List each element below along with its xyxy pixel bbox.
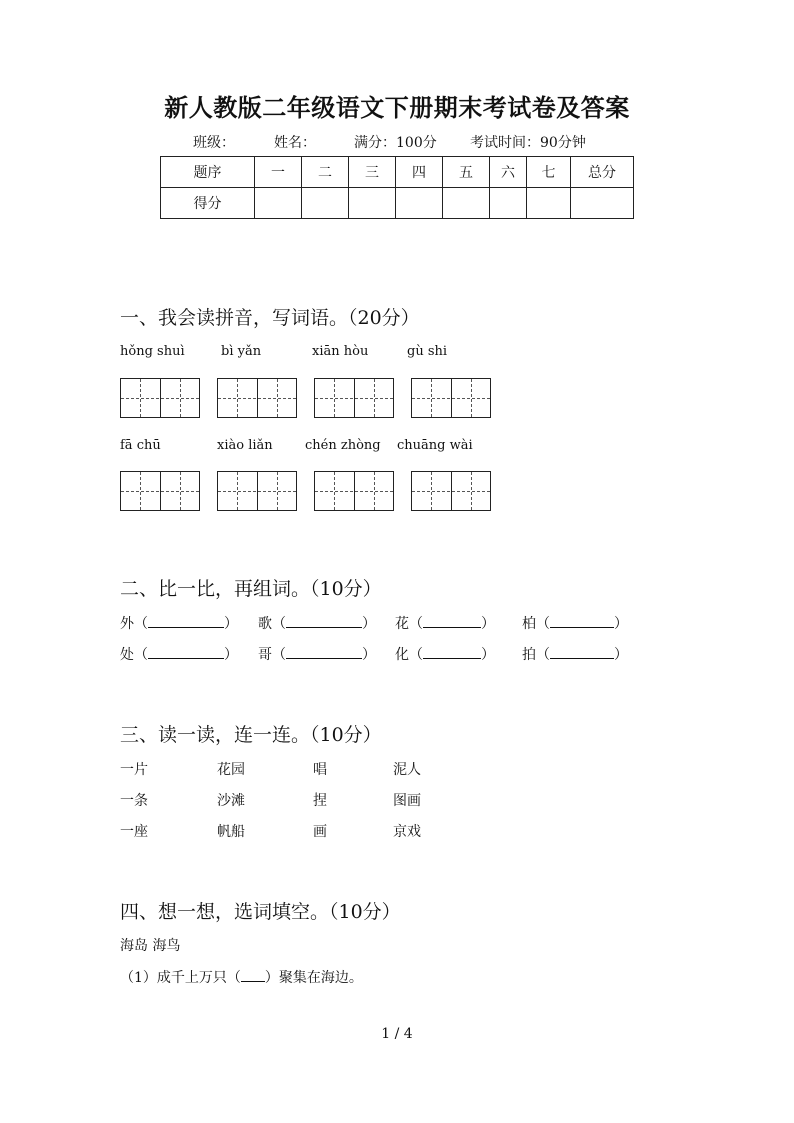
word-group-item: 哥（ ） <box>258 647 376 663</box>
word-group-item: 拍（ ） <box>522 647 628 663</box>
match-word[interactable]: 一座 <box>120 824 148 840</box>
pinyin-label: gù shi <box>407 344 448 359</box>
score-header-cell: 五 <box>443 157 490 188</box>
score-cell[interactable] <box>490 188 527 219</box>
page-title: 新人教版二年级语文下册期末考试卷及答案 <box>164 93 630 122</box>
match-word[interactable]: 京戏 <box>393 824 421 840</box>
word-group-item: 歌（ ） <box>258 616 376 632</box>
writing-grid[interactable] <box>217 471 297 511</box>
score-cell[interactable] <box>302 188 349 219</box>
score-cell[interactable] <box>527 188 571 219</box>
word-group-item: 柏（ ） <box>522 616 628 632</box>
answer-blank[interactable] <box>241 969 265 982</box>
answer-blank[interactable] <box>148 646 224 659</box>
full-score-label: 满分：100分 <box>354 135 437 151</box>
section2-title: 二、比一比，再组词。（10分） <box>120 578 382 600</box>
word-group-item: 花（ ） <box>395 616 495 632</box>
score-table <box>160 156 634 219</box>
match-word[interactable]: 唱 <box>313 762 327 778</box>
score-header-cell: 一 <box>255 157 302 188</box>
name-label: 姓名： <box>274 135 316 151</box>
match-word[interactable]: 图画 <box>393 793 421 809</box>
score-row-label: 得分 <box>161 188 255 219</box>
class-label: 班级： <box>193 135 235 151</box>
pinyin-label: fā chū <box>120 438 161 453</box>
score-table-score-row <box>161 188 634 219</box>
pinyin-label: chuāng wài <box>397 438 473 453</box>
writing-grid[interactable] <box>217 378 297 418</box>
match-word[interactable]: 捏 <box>313 793 327 809</box>
answer-blank[interactable] <box>423 615 481 628</box>
writing-grid[interactable] <box>411 378 491 418</box>
writing-grid[interactable] <box>120 378 200 418</box>
score-header-cell: 二 <box>302 157 349 188</box>
pinyin-label: bì yǎn <box>221 344 262 359</box>
score-header-cell: 总分 <box>571 157 634 188</box>
answer-blank[interactable] <box>148 615 224 628</box>
match-word[interactable]: 一片 <box>120 762 148 778</box>
answer-blank[interactable] <box>550 615 614 628</box>
score-table-header-row <box>161 157 634 188</box>
writing-grid[interactable] <box>314 378 394 418</box>
match-word[interactable]: 花园 <box>217 762 245 778</box>
writing-grid[interactable] <box>314 471 394 511</box>
match-word[interactable]: 沙滩 <box>217 793 245 809</box>
score-header-cell: 六 <box>490 157 527 188</box>
answer-blank[interactable] <box>423 646 481 659</box>
match-word[interactable]: 泥人 <box>393 762 421 778</box>
score-cell[interactable] <box>396 188 443 219</box>
writing-grid[interactable] <box>411 471 491 511</box>
word-choices: 海岛 海鸟 <box>120 938 181 954</box>
answer-blank[interactable] <box>286 646 362 659</box>
word-group-item: 处（ ） <box>120 647 238 663</box>
fill-question-1: （1）成千上万只（ ）聚集在海边。 <box>120 970 363 986</box>
score-header-cell: 四 <box>396 157 443 188</box>
section3-title: 三、读一读，连一连。（10分） <box>120 724 382 746</box>
score-cell[interactable] <box>443 188 490 219</box>
score-header-cell: 七 <box>527 157 571 188</box>
score-header-cell: 三 <box>349 157 396 188</box>
exam-time-label: 考试时间：90分钟 <box>470 135 586 151</box>
section4-title: 四、想一想，选词填空。（10分） <box>120 901 401 923</box>
page-number: 1 / 4 <box>381 1026 413 1042</box>
match-word[interactable]: 一条 <box>120 793 148 809</box>
score-cell[interactable] <box>255 188 302 219</box>
score-cell[interactable] <box>349 188 396 219</box>
answer-blank[interactable] <box>550 646 614 659</box>
pinyin-label: xiào liǎn <box>217 438 273 453</box>
writing-grid[interactable] <box>120 471 200 511</box>
pinyin-label: xiān hòu <box>312 344 369 359</box>
score-header-cell: 题序 <box>161 157 255 188</box>
pinyin-label: hǒng shuì <box>120 344 185 359</box>
section1-title: 一、我会读拼音，写词语。（20分） <box>120 307 420 329</box>
word-group-item: 外（ ） <box>120 616 238 632</box>
pinyin-label: chén zhòng <box>305 438 381 453</box>
word-group-item: 化（ ） <box>395 647 495 663</box>
match-word[interactable]: 画 <box>313 824 327 840</box>
score-cell[interactable] <box>571 188 634 219</box>
match-word[interactable]: 帆船 <box>217 824 245 840</box>
answer-blank[interactable] <box>286 615 362 628</box>
